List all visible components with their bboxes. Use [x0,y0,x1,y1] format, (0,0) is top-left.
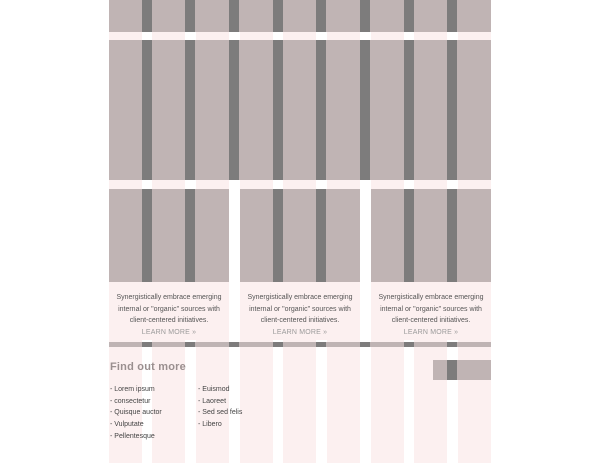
gutter [142,40,152,180]
find-out-more-title: Find out more [110,361,186,373]
gutter [273,189,283,282]
gutter [404,0,414,32]
gutter [273,342,283,347]
gutter [142,189,152,282]
gutter [447,360,457,380]
gutter [185,342,195,347]
gutter [273,0,283,32]
hero-placeholder [109,40,491,180]
footer-link[interactable]: - Euismod [198,386,230,393]
footer-links-col2 [198,384,242,431]
gutter [447,342,457,347]
gutter [229,0,239,32]
feature-line: Synergistically embrace emerging [247,294,353,301]
gutter [185,189,195,282]
footer-link[interactable]: - Vulputate [110,421,144,429]
gutter [142,0,152,32]
feature-line: internal or "organic" sources with [249,305,351,313]
gutter [142,342,152,347]
gutter [404,40,414,180]
feature-image-1 [109,189,229,282]
header-placeholder [109,0,491,32]
gutter [185,0,195,32]
feature-text-2 [240,292,360,338]
feature-line: client-centered initiatives. [260,317,340,324]
feature-text-3 [371,292,491,338]
section-divider [109,342,491,347]
learn-more-link[interactable]: LEARN MORE » [141,328,197,336]
footer-link[interactable]: - Pellentesque [110,432,155,440]
feature-image-2 [240,189,360,282]
feature-line: Synergistically embrace emerging [378,294,484,301]
footer-link[interactable]: - consectetur [110,397,151,405]
learn-more-link[interactable]: LEARN MORE » [272,328,328,336]
footer-link[interactable]: - Libero [198,421,222,429]
gutter [316,0,326,32]
footer-link[interactable]: - Quisque auctor [110,409,162,417]
feature-line: client-centered initiatives. [391,317,471,324]
feature-line: internal or "organic" sources with [380,305,482,313]
gutter [447,0,457,32]
footer-link[interactable]: - Lorem ipsum [110,386,155,393]
gutter [360,342,370,347]
gutter [404,189,414,282]
gutter [273,40,283,180]
footer-link[interactable]: - Sed sed felis [198,409,243,417]
gutter [316,342,326,347]
feature-line: internal or "organic" sources with [118,305,220,313]
gutter [316,40,326,180]
gutter [185,40,195,180]
feature-line: client-centered initiatives. [129,317,209,324]
gutter [360,40,370,180]
feature-line: Synergistically embrace emerging [116,294,222,301]
footer-links-col1 [110,384,162,443]
gutter [404,342,414,347]
feature-text-1 [109,292,229,338]
gutter [229,342,239,347]
footer-link[interactable]: - Laoreet [198,397,227,405]
learn-more-link[interactable]: LEARN MORE » [403,328,459,336]
footer-placeholder [433,360,491,380]
gutter [360,0,370,32]
feature-image-3 [371,189,491,282]
gutter [316,189,326,282]
gutter [229,40,239,180]
gutter [447,40,457,180]
gutter [447,189,457,282]
